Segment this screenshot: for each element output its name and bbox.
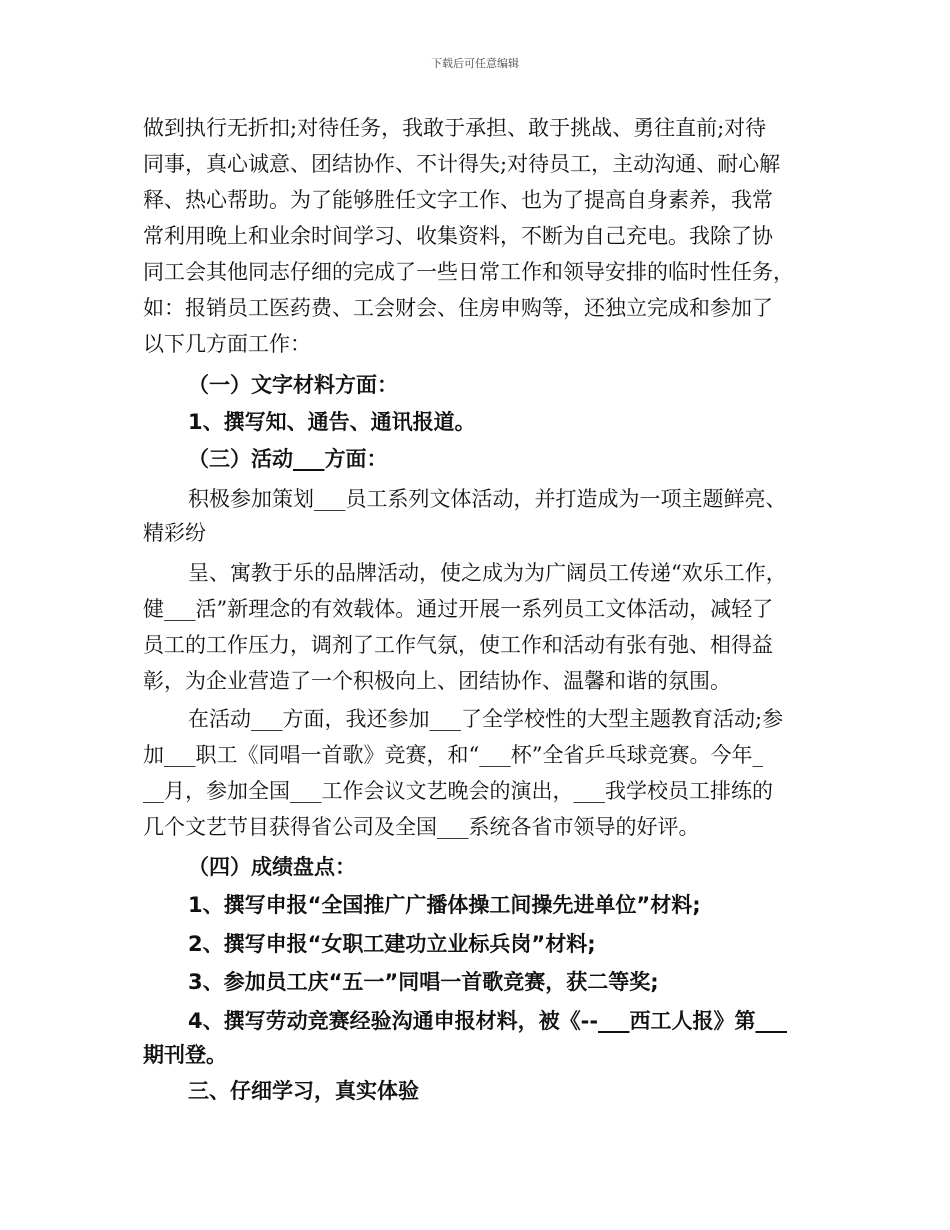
body-line: 同工会其他同志仔细的完成了一些日常工作和领导安排的临时性任务， — [143, 260, 794, 284]
body-line: 彰，为企业营造了一个积极向上、团结协作、温馨和谐的氛围。 — [143, 669, 731, 693]
body-line: 同事，真心诚意、团结协作、不计得失;对待员工，主动沟通、耐心解 — [143, 152, 781, 176]
body-line: 呈、寓教于乐的品牌活动，使之成为为广阔员工传递“欢乐工作， — [188, 561, 787, 585]
body-line: 精彩纷 — [143, 521, 206, 545]
body-line: 以下几方面工作： — [143, 332, 311, 356]
section-heading: （四）成绩盘点： — [188, 855, 356, 879]
section-heading: 三、仔细学习，真实体验 — [188, 1079, 419, 1103]
body-line: 常利用晚上和业余时间学习、收集资料，不断为自己充电。我除了协 — [143, 224, 773, 248]
body-line: 加___职工《同唱一首歌》竞赛，和“___杯”全省乒乓球竞赛。今年_ — [143, 743, 763, 767]
body-line: 在活动___方面，我还参加___了全学校性的大型主题教育活动;参 — [188, 707, 784, 731]
section-heading: （一）文字材料方面： — [188, 373, 398, 397]
list-item: 4、撰写劳动竞赛经验沟通申报材料，被《--___西工人报》第___ — [188, 1009, 788, 1033]
body-line: 员工的工作压力，调剂了工作气氛，使工作和活动有张有弛、相得益 — [143, 633, 773, 657]
list-item-continuation: 期刊登。 — [143, 1043, 227, 1067]
body-line: 健___活”新理念的有效载体。通过开展一系列员工文体活动，减轻了 — [143, 597, 774, 621]
body-line: 做到执行无折扣;对待任务，我敢于承担、敢于挑战、勇往直前;对待 — [143, 116, 767, 140]
section-heading: （三）活动___方面： — [188, 447, 388, 471]
body-line: __月，参加全国___工作会议文艺晚会的演出，___我学校员工排练的 — [143, 779, 773, 803]
body-line: 积极参加策划___员工系列文体活动，并打造成为一项主题鲜亮、 — [188, 487, 787, 511]
list-item: 1、撰写知、通告、通讯报道。 — [188, 410, 476, 434]
list-item: 2、撰写申报“女职工建功立业标兵岗”材料; — [188, 932, 596, 956]
page-header: 下载后可任意编辑 — [431, 57, 519, 70]
list-item: 1、撰写申报“全国推广广播体操工间操先进单位”材料; — [188, 893, 701, 917]
body-line: 几个文艺节目获得省公司及全国___系统各省市领导的好评。 — [143, 815, 700, 839]
list-item: 3、参加员工庆“五一”同唱一首歌竞赛，获二等奖; — [188, 970, 659, 994]
body-line: 如：报销员工医药费、工会财会、住房申购等，还独立完成和参加了 — [143, 296, 773, 320]
body-line: 释、热心帮助。为了能够胜任文字工作、也为了提高自身素养，我常 — [143, 188, 773, 212]
